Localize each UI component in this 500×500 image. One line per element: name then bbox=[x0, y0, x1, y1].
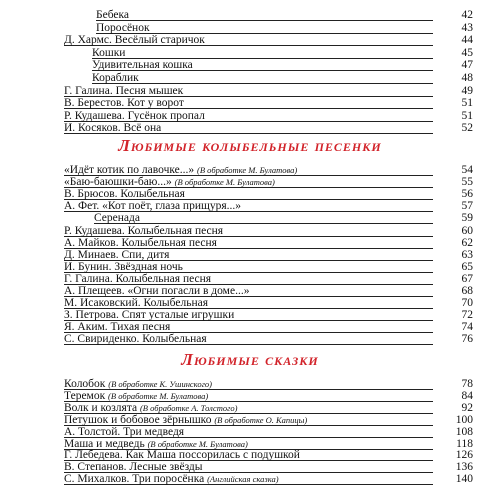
toc-entry-title: Г. Лебедева. Как Маша поссорилась с подушкой bbox=[64, 449, 300, 462]
toc-entry-title: А. Майков. Колыбельная песня bbox=[64, 236, 217, 249]
toc-entry-title: Колобок bbox=[64, 378, 106, 390]
toc-page-number: 48 bbox=[461, 72, 473, 84]
toc-page-number: 47 bbox=[461, 59, 473, 72]
toc-page-number: 78 bbox=[461, 378, 473, 390]
toc-entry[interactable] bbox=[64, 109, 473, 122]
toc-page-number: 62 bbox=[461, 236, 473, 249]
toc-entry[interactable] bbox=[64, 389, 473, 402]
toc-entry-title: М. Исаковский. Колыбельная bbox=[64, 297, 208, 310]
toc-page-number: 44 bbox=[461, 34, 473, 47]
toc-page-number: 55 bbox=[461, 176, 473, 189]
toc-entry-title: А. Плещеев. «Огни погасли в доме...» bbox=[64, 285, 250, 297]
toc-page-number: 51 bbox=[461, 97, 473, 110]
toc-entry-note: (В обработке М. Булатова) bbox=[147, 438, 248, 449]
toc-page-number: 68 bbox=[461, 285, 473, 297]
toc-entry-title: Г. Галина. Колыбельная песня bbox=[64, 272, 212, 285]
toc-page-number: 92 bbox=[461, 401, 473, 414]
toc-entry[interactable] bbox=[64, 248, 473, 261]
section-title-lullabies: Любимые колыбельные песенки bbox=[118, 136, 382, 155]
toc-entry-note: (В обработке А. Толстого) bbox=[139, 402, 238, 413]
toc-entry-title: Волк и козлята bbox=[64, 401, 138, 414]
toc-entry-note: (Английская сказка) bbox=[207, 474, 279, 485]
toc-entry-title: В. Степанов. Лесные звёзды bbox=[64, 461, 203, 474]
toc-entry-title: А. Толстой. Три медведя bbox=[64, 425, 185, 438]
toc-page-number: 42 bbox=[461, 9, 473, 21]
toc-entry-title: А. Фет. «Кот поёт, глаза прищуря...» bbox=[64, 200, 241, 213]
toc-entry-title: С. Свириденко. Колыбельная bbox=[64, 333, 207, 346]
toc-entry[interactable] bbox=[92, 72, 473, 84]
toc-entry-title: Бебека bbox=[96, 9, 130, 21]
toc-entry-title: Серенада bbox=[94, 212, 140, 225]
toc-entry-note: (В обработке М. Булатова) bbox=[108, 390, 209, 401]
toc-page-number: 108 bbox=[455, 425, 473, 438]
toc-entry[interactable] bbox=[96, 9, 473, 21]
toc-entry[interactable] bbox=[64, 321, 473, 334]
toc-entry-title: З. Петрова. Спят усталые игрушки bbox=[64, 309, 235, 322]
toc-entry-title: «Идёт котик по лавочке...» bbox=[64, 164, 195, 176]
toc-entry-title: Петушок и бобовое зёрнышко bbox=[64, 413, 212, 426]
toc-page-number: 57 bbox=[461, 200, 473, 213]
toc-page-number: 74 bbox=[461, 321, 473, 334]
section-title-fairy-tales: Любимые сказки bbox=[181, 350, 319, 369]
toc-entry[interactable] bbox=[64, 309, 473, 322]
toc-entry-note: (В обработке О. Капицы) bbox=[214, 414, 308, 425]
toc-entry-title: Р. Кудашева. Гусёнок пропал bbox=[64, 109, 205, 122]
toc-page-number: 59 bbox=[461, 212, 473, 225]
toc-entry[interactable] bbox=[92, 46, 473, 59]
toc-entry-note: (В обработке К. Ушинского) bbox=[108, 379, 212, 389]
toc-page-number: 70 bbox=[461, 297, 473, 310]
toc-page-number: 43 bbox=[461, 21, 473, 34]
toc-entry[interactable] bbox=[64, 224, 473, 237]
toc-entry[interactable] bbox=[64, 437, 473, 450]
toc-page-number: 49 bbox=[461, 84, 473, 97]
toc-entry-title: Теремок bbox=[64, 389, 106, 402]
toc-page-number: 100 bbox=[455, 413, 473, 426]
toc-entry[interactable] bbox=[64, 401, 473, 414]
toc-entry[interactable] bbox=[64, 236, 473, 249]
toc-page-number: 52 bbox=[461, 122, 473, 135]
toc-entry-title: В. Брюсов. Колыбельная bbox=[64, 188, 185, 201]
toc-entry-title: Удивительная кошка bbox=[92, 59, 193, 72]
toc-entry-note: (В обработке М. Булатова) bbox=[197, 165, 298, 175]
toc-page-number: 54 bbox=[461, 164, 473, 176]
toc-entry[interactable] bbox=[64, 473, 473, 486]
toc-entry-title: Г. Галина. Песня мышек bbox=[64, 84, 184, 97]
toc-entry[interactable] bbox=[64, 413, 473, 426]
toc-entry[interactable] bbox=[64, 260, 473, 273]
toc-page-number: 67 bbox=[461, 272, 473, 285]
toc-entry-title: Кошки bbox=[92, 46, 126, 59]
toc-entry[interactable] bbox=[92, 59, 473, 72]
toc-page-number: 51 bbox=[461, 109, 473, 122]
toc-page-number: 45 bbox=[461, 46, 473, 59]
toc-entry-title: С. Михалков. Три поросёнка bbox=[64, 473, 205, 486]
toc-entry-title: В. Берестов. Кот у ворот bbox=[64, 97, 184, 110]
toc-page-number: 118 bbox=[456, 437, 473, 450]
toc-entry-note: (В обработке М. Булатова) bbox=[174, 177, 275, 188]
toc-entry[interactable] bbox=[64, 84, 473, 97]
toc-entry[interactable] bbox=[64, 164, 473, 176]
toc-entry[interactable] bbox=[64, 200, 473, 213]
toc-entry[interactable] bbox=[64, 97, 473, 110]
toc-entry-title: «Баю-баюшки-баю...» bbox=[64, 176, 172, 189]
toc-entry-title: И. Бунин. Звёздная ночь bbox=[64, 260, 183, 273]
toc-page-number: 63 bbox=[461, 248, 473, 261]
toc-entry[interactable] bbox=[64, 122, 473, 135]
toc-entry[interactable] bbox=[64, 176, 473, 189]
toc-entry[interactable] bbox=[64, 272, 473, 285]
toc-entry-title: И. Косяков. Всё она bbox=[64, 122, 162, 135]
toc-entry[interactable] bbox=[64, 297, 473, 310]
toc-entry[interactable] bbox=[64, 378, 473, 390]
toc-page-number: 76 bbox=[461, 333, 473, 346]
toc-entry-title: Маша и медведь bbox=[64, 437, 145, 450]
toc-page-number: 84 bbox=[461, 389, 473, 402]
toc-entry[interactable] bbox=[64, 425, 473, 438]
toc-page-number: 126 bbox=[455, 449, 473, 462]
toc-entry-title: Я. Аким. Тихая песня bbox=[64, 321, 171, 334]
toc-entry[interactable] bbox=[64, 333, 473, 346]
toc-entry[interactable] bbox=[64, 285, 473, 297]
toc-page-number: 140 bbox=[455, 473, 473, 486]
toc-page-number: 60 bbox=[461, 224, 473, 237]
toc-entry[interactable] bbox=[64, 34, 473, 47]
toc-page-number: 136 bbox=[455, 461, 473, 474]
toc-entry[interactable] bbox=[94, 212, 473, 225]
toc-entry[interactable] bbox=[64, 449, 473, 462]
toc-entry-title: Поросёнок bbox=[96, 21, 150, 34]
toc-entry-title: Кораблик bbox=[92, 72, 139, 84]
toc-entry-title: Д. Минаев. Спи, дитя bbox=[64, 248, 170, 261]
toc-entry-title: Р. Кудашева. Колыбельная песня bbox=[64, 224, 224, 237]
toc-entry[interactable] bbox=[96, 21, 473, 34]
toc-entry[interactable] bbox=[64, 461, 473, 474]
toc-page-number: 65 bbox=[461, 260, 473, 273]
toc-page-number: 72 bbox=[461, 309, 473, 322]
toc-entry[interactable] bbox=[64, 188, 473, 201]
toc-entry-title: Д. Хармс. Весёлый старичок bbox=[64, 34, 205, 47]
toc-page-number: 56 bbox=[461, 188, 473, 201]
